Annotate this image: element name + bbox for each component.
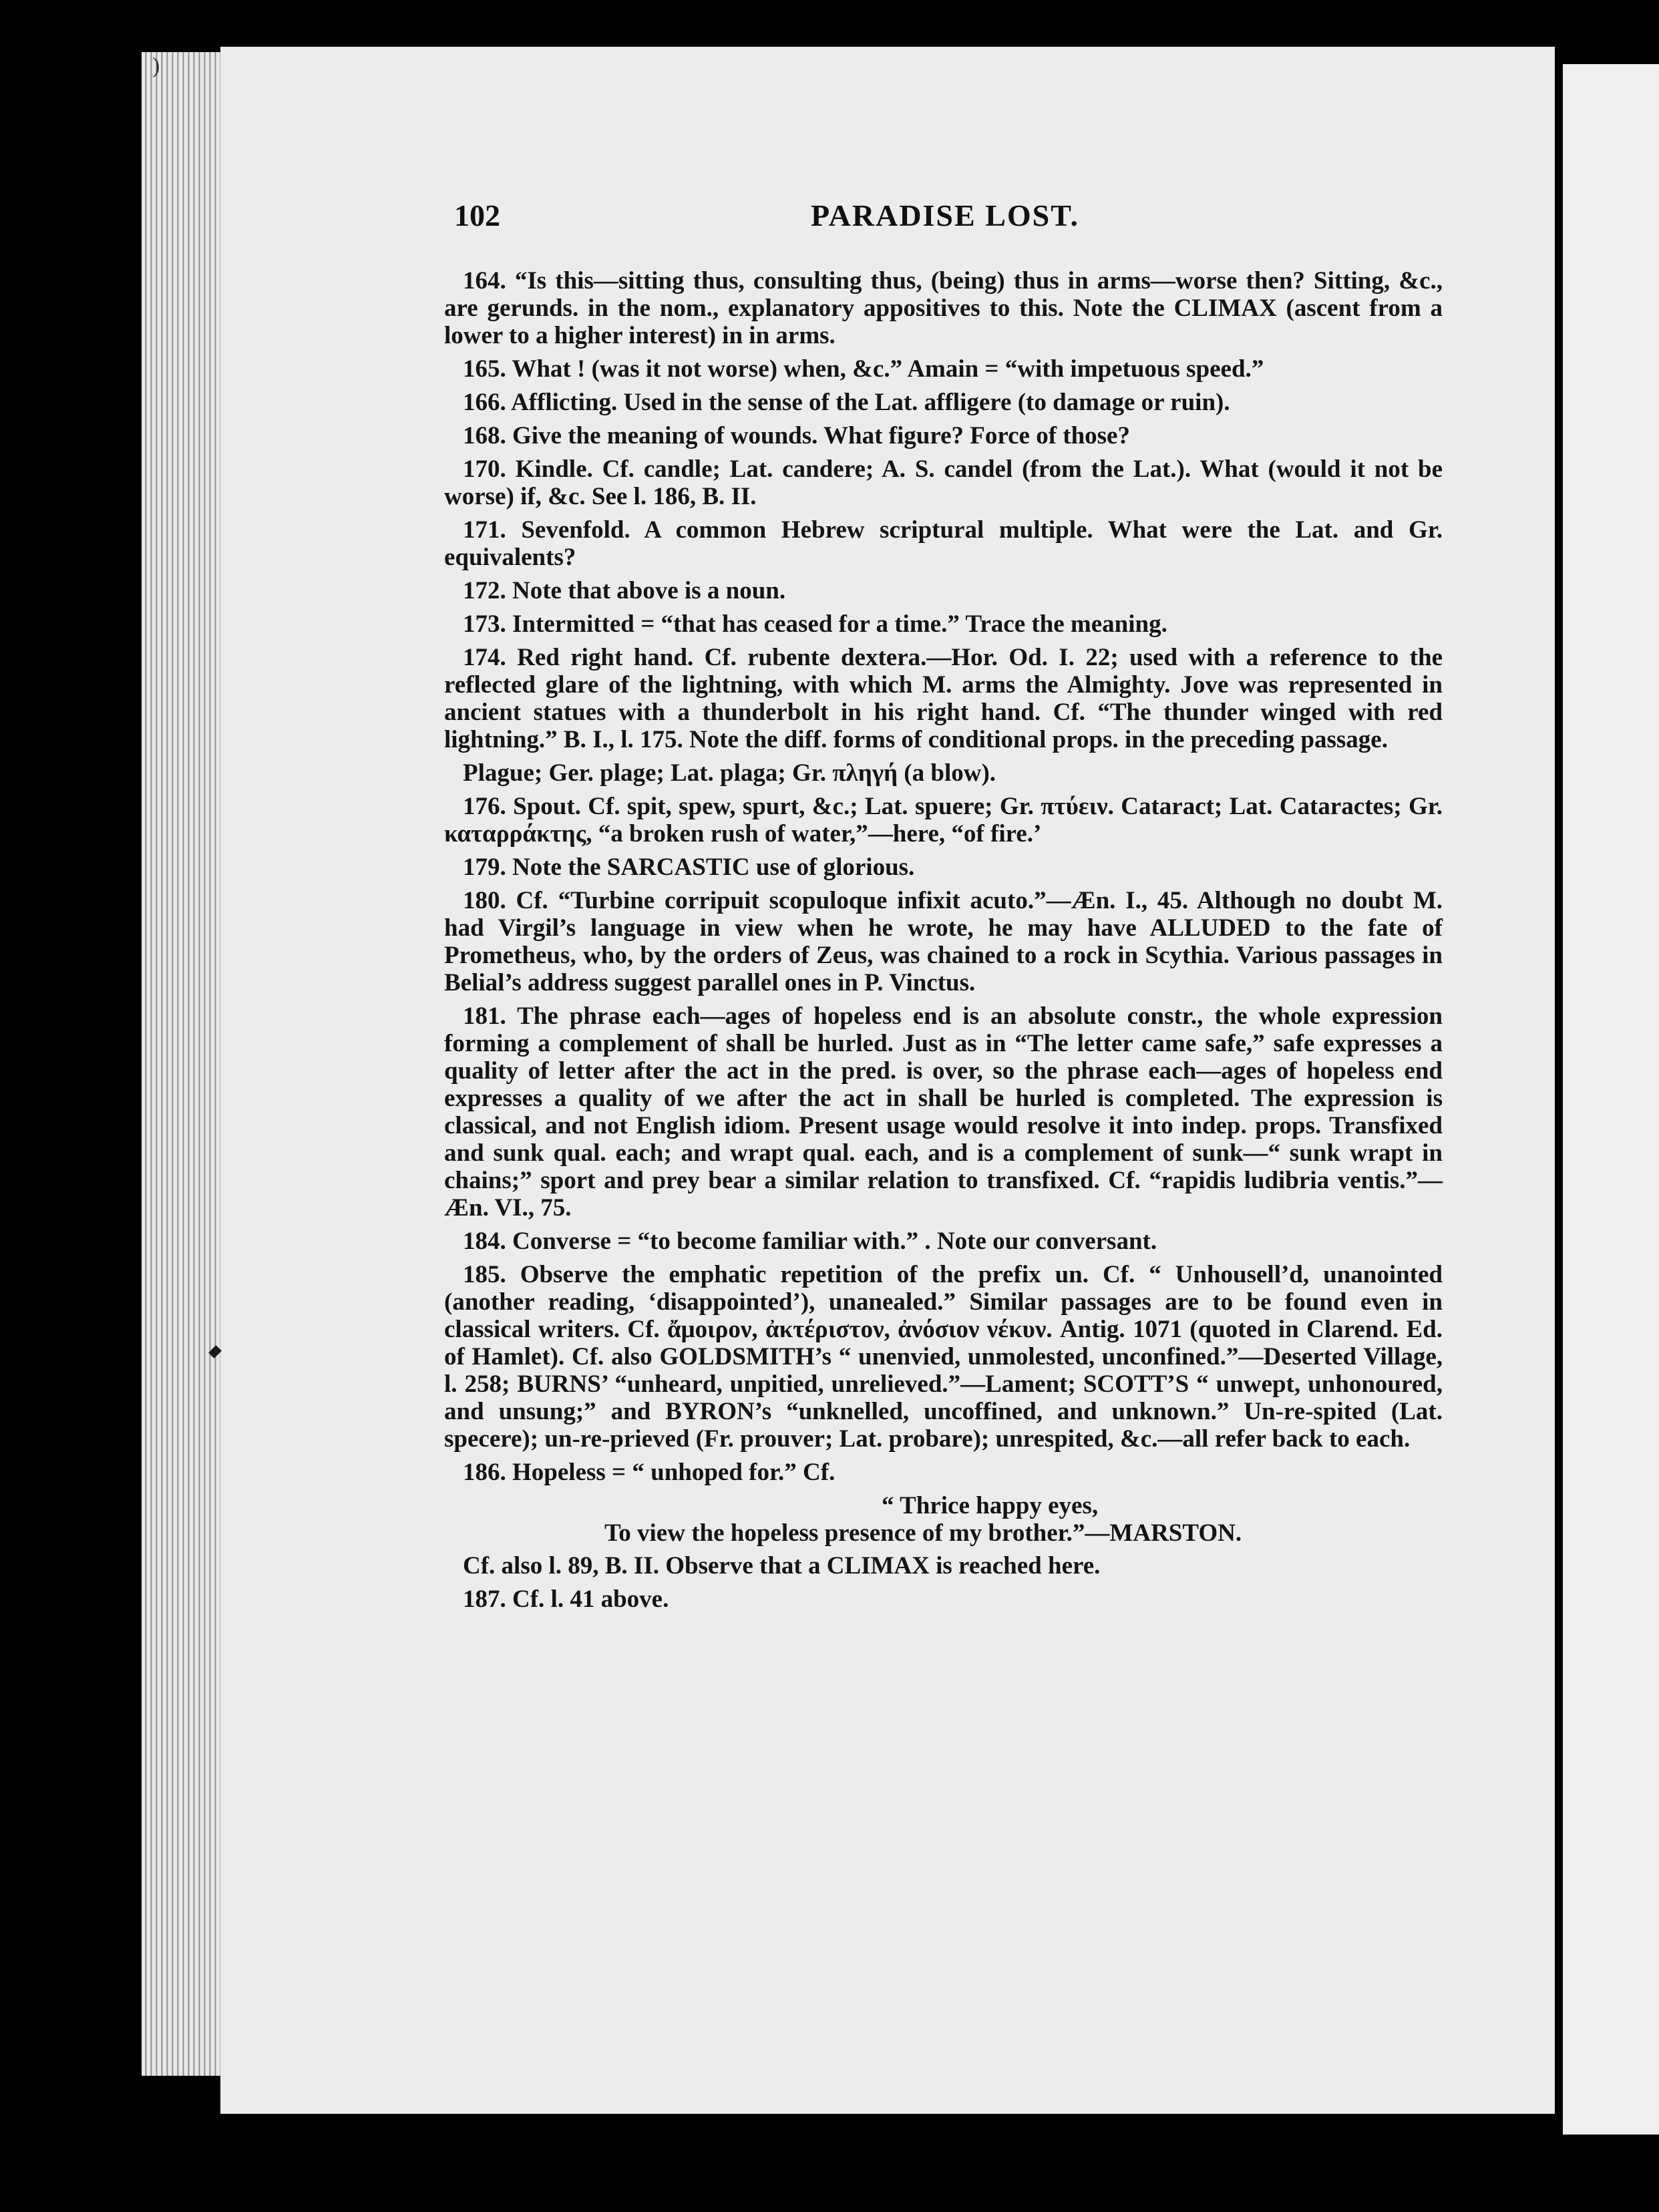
note-cf-also: Cf. also l. 89, B. II. Observe that a CLIMAX is reached here.: [463, 1552, 1101, 1580]
note-173: 173. Intermitted = “that has ceased for a time.” Trace the meaning.: [463, 610, 1167, 638]
note-plague: Plague; Ger. plage; Lat. plaga; Gr. πληγή (a blow).: [463, 759, 996, 787]
facing-page-edge: [1563, 64, 1659, 2135]
note-180: 180. Cf. “Turbine corripuit scopuloque infixit acuto.”—Æn. I., 45. Although no doubt M. had Virgil’s language in view when he wrote, he may have ALLUDED to the fate of Prometheus, who, by the orders of Zeus, was chained to a rock in Scythia. Various passages in Belial’s address suggest parallel ones in P. Vinctus.: [444, 887, 1443, 996]
note-164: 164. “Is this—sitting thus, consulting thus, (being) thus in arms—worse then? Sitting, &c., are gerunds. in the nom., explanatory appositives to this. Note the CLIMAX (ascent from a lower to a higher interest) in in arms.: [444, 267, 1443, 349]
note-176: 176. Spout. Cf. spit, spew, spurt, &c.; Lat. spuere; Gr. πτύειν. Cataract; Lat. Cataractes; Gr. καταρράκτης, “a broken rush of water,”—here, “of fire.’: [444, 793, 1443, 848]
page-number: 102: [454, 198, 500, 232]
note-172: 172. Note that above is a noun.: [463, 577, 786, 604]
note-166: 166. Afflicting. Used in the sense of the Lat. affligere (to damage or ruin).: [463, 389, 1230, 416]
note-170: 170. Kindle. Cf. candle; Lat. candere; A. S. candel (from the Lat.). What (would it not be worse) if, &c. See l. 186, B. II.: [444, 455, 1443, 510]
note-179: 179. Note the SARCASTIC use of glorious.: [463, 854, 915, 881]
quote-line-2: To view the hopeless presence of my brother.”—MARSTON.: [604, 1519, 1242, 1547]
page-title: PARADISE LOST.: [810, 198, 1080, 232]
note-171: 171. Sevenfold. A common Hebrew scriptural multiple. What were the Lat. and Gr. equivalents?: [444, 516, 1443, 571]
note-187: 187. Cf. l. 41 above.: [463, 1586, 669, 1613]
note-181: 181. The phrase each—ages of hopeless end is an absolute constr., the whole expression forming a complement of shall be hurled. Just as in “The letter came safe,” safe expresses a quality of letter after the act in the pred. is over, so the phrase each—ages of hopeless end expresses a quality of we after the act in shall be hurled is completed. The expression is classical, and not English idiom. Present usage would resolve it into indep. props. Transfixed and sunk qual. each; and wrapt qual. each, and is a complement of sunk—“ sunk wrapt in chains;” sport and prey bear a similar relation to transfixed. Cf. “rapidis ludibria ventis.”—Æn. VI., 75.: [444, 1002, 1443, 1222]
note-186: 186. Hopeless = “ unhoped for.” Cf.: [463, 1459, 836, 1486]
book-page-edges: [142, 52, 228, 2076]
running-head: [454, 198, 1436, 244]
notes-body: [444, 267, 1443, 1619]
edge-mark: ): [152, 53, 160, 78]
note-168: 168. Give the meaning of wounds. What figure? Force of those?: [463, 422, 1130, 449]
note-184: 184. Converse = “to become familiar with.” . Note our conversant.: [463, 1228, 1157, 1255]
note-174: 174. Red right hand. Cf. rubente dextera.—Hor. Od. I. 22; used with a reference to the reflected glare of the lightning, with which M. arms the Almighty. Jove was represented in ancient statues with a thunderbolt in his right hand. Cf. “The thunder winged with red lightning.” B. I., l. 175. Note the diff. forms of conditional props. in the preceding passage.: [444, 644, 1443, 753]
note-185: 185. Observe the emphatic repetition of the prefix un. Cf. “ Unhousell’d, unanointed (another reading, ‘disappointed’), unanealed.” Similar passages are to be found even in classical writers. Cf. ἄμοιρον, ἀκτέριστον, ἀνόσιον νέκυν. Antig. 1071 (quoted in Clarend. Ed. of Hamlet). Cf. also GOLDSMITH’s “ unenvied, unmolested, unconfined.”—Deserted Village, l. 258; BURNS’ “unheard, unpitied, unrelieved.”—Lament; SCOTT’S “ unwept, unhonoured, and unsung;” and BYRON’s “unknelled, uncoffined, and unknown.” Un-re-spited (Lat. specere); un-re-prieved (Fr. prouver; Lat. probare); unrespited, &c.—all refer back to each.: [444, 1261, 1443, 1453]
quote-line-1: “ Thrice happy eyes,: [882, 1492, 1099, 1519]
note-165: 165. What ! (was it not worse) when, &c.” Amain = “with impetuous speed.”: [463, 355, 1264, 383]
